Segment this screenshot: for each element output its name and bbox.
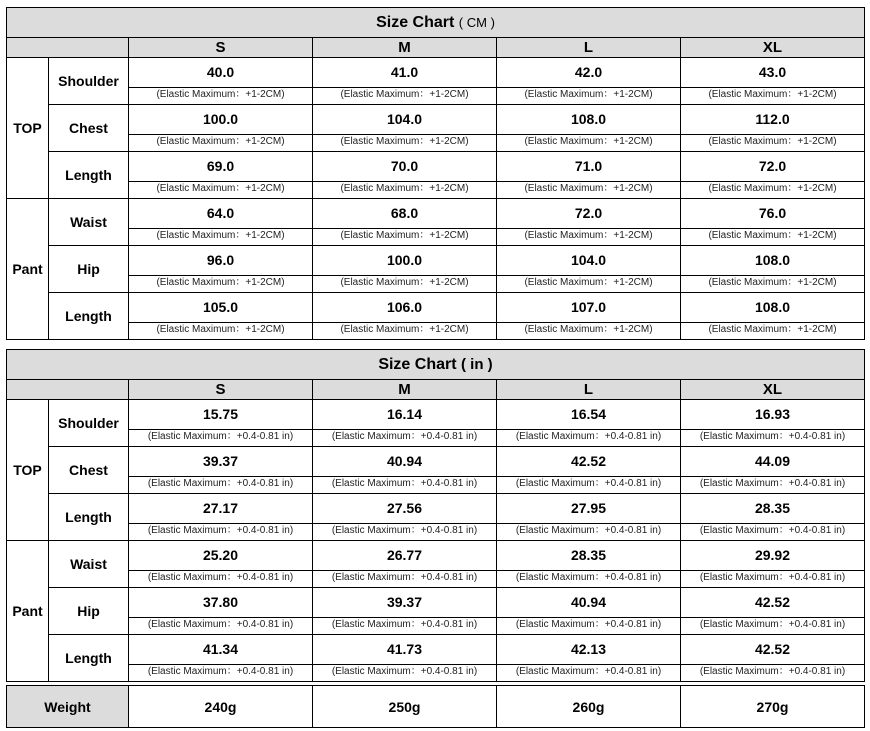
size-header: S [129,380,313,400]
chart-unit: ( CM ) [458,14,495,30]
group-label: Pant [7,541,49,682]
weight-value: 250g [313,686,497,728]
cell-value: 100.0 [386,251,423,268]
cell-value: 27.95 [570,499,607,516]
row-label: Hip [49,246,129,293]
measurement-row [7,152,865,199]
size-cell [129,494,313,541]
cell-note: (Elastic Maximum：+1-2CM) [313,322,496,336]
size-cell [313,58,497,105]
size-cell [497,293,681,340]
cell-value: 104.0 [570,251,607,268]
size-cell [313,293,497,340]
cell-note: (Elastic Maximum：+0.4-0.81 in) [681,476,864,490]
chart-title-row [7,8,865,38]
cell-value: 40.94 [570,593,607,610]
cell-value: 108.0 [754,298,791,315]
row-label: Length [49,152,129,199]
cell-value: 100.0 [202,110,239,127]
cell-value: 108.0 [754,251,791,268]
row-label: Chest [49,447,129,494]
size-cell [129,58,313,105]
cell-note: (Elastic Maximum：+1-2CM) [497,87,680,101]
cell-note: (Elastic Maximum：+0.4-0.81 in) [313,476,496,490]
size-cell [129,400,313,447]
cell-note: (Elastic Maximum：+1-2CM) [313,181,496,195]
size-cell [313,246,497,293]
cell-value: 71.0 [574,157,603,174]
cell-value: 16.14 [386,405,423,422]
cell-value: 112.0 [755,110,790,127]
weight-value: 260g [497,686,681,728]
header-corner [7,380,129,400]
weight-row [7,686,865,728]
cell-note: (Elastic Maximum：+0.4-0.81 in) [497,617,680,631]
cell-note: (Elastic Maximum：+0.4-0.81 in) [681,664,864,678]
cell-note: (Elastic Maximum：+1-2CM) [129,87,312,101]
cell-note: (Elastic Maximum：+0.4-0.81 in) [313,523,496,537]
cell-value: 29.92 [754,546,791,563]
cell-value: 107.0 [570,298,607,315]
cell-value: 72.0 [758,157,787,174]
cell-note: (Elastic Maximum：+0.4-0.81 in) [129,429,312,443]
measurement-row [7,246,865,293]
cell-value: 64.0 [206,204,235,221]
size-header: M [313,380,497,400]
cell-value: 42.52 [754,593,791,610]
row-label: Hip [49,588,129,635]
weight-label: Weight [7,686,129,728]
size-header: L [497,38,681,58]
size-cell [129,293,313,340]
size-cell [681,199,865,246]
size-header-row [7,380,865,400]
chart-title-row [7,350,865,380]
size-cell [497,541,681,588]
cell-value: 43.0 [758,63,787,80]
cell-note: (Elastic Maximum：+1-2CM) [497,228,680,242]
cell-value: 27.17 [202,499,239,516]
size-cell [129,246,313,293]
cell-note: (Elastic Maximum：+1-2CM) [129,228,312,242]
cell-note: (Elastic Maximum：+0.4-0.81 in) [497,429,680,443]
size-cell [681,58,865,105]
size-cell [129,588,313,635]
cell-note: (Elastic Maximum：+0.4-0.81 in) [313,429,496,443]
cell-value: 16.54 [570,405,607,422]
cell-value: 76.0 [758,204,787,221]
row-label: Waist [49,541,129,588]
size-cell [129,105,313,152]
measurement-row [7,588,865,635]
cell-value: 15.75 [202,405,239,422]
cell-value: 106.0 [386,298,423,315]
row-label: Waist [49,199,129,246]
size-header: L [497,380,681,400]
cell-note: (Elastic Maximum：+0.4-0.81 in) [497,664,680,678]
cell-note: (Elastic Maximum：+1-2CM) [497,181,680,195]
cell-note: (Elastic Maximum：+1-2CM) [313,228,496,242]
size-header-row [7,38,865,58]
cell-value: 42.0 [574,63,603,80]
cell-note: (Elastic Maximum：+0.4-0.81 in) [313,664,496,678]
cell-value: 44.09 [754,452,791,469]
cell-value: 26.77 [386,546,423,563]
size-cell [313,541,497,588]
measurement-row [7,494,865,541]
cell-value: 39.37 [386,593,423,610]
size-cell [681,105,865,152]
header-corner [7,38,129,58]
cell-value: 41.73 [386,640,423,657]
cell-note: (Elastic Maximum：+1-2CM) [681,87,864,101]
measurement-row [7,541,865,588]
cell-note: (Elastic Maximum：+0.4-0.81 in) [313,570,496,584]
group-label: TOP [7,400,49,541]
size-cell [681,152,865,199]
cell-value: 104.0 [386,110,423,127]
cell-note: (Elastic Maximum：+1-2CM) [497,322,680,336]
measurement-row [7,105,865,152]
weight-value: 270g [681,686,865,728]
cell-value: 69.0 [206,157,235,174]
cell-note: (Elastic Maximum：+1-2CM) [681,228,864,242]
size-cell [313,105,497,152]
cell-value: 105.0 [202,298,239,315]
cell-value: 25.20 [202,546,239,563]
cell-note: (Elastic Maximum：+0.4-0.81 in) [129,617,312,631]
size-cell [129,447,313,494]
cell-note: (Elastic Maximum：+1-2CM) [129,275,312,289]
row-label: Length [49,635,129,682]
size-cell [313,447,497,494]
cell-value: 42.52 [754,640,791,657]
cell-value: 37.80 [202,593,239,610]
cell-note: (Elastic Maximum：+0.4-0.81 in) [681,617,864,631]
cell-value: 27.56 [386,499,423,516]
size-cell [497,246,681,293]
cell-note: (Elastic Maximum：+0.4-0.81 in) [681,523,864,537]
weight-table [6,685,865,728]
size-chart-in [6,349,865,682]
row-label: Length [49,494,129,541]
chart-title-text: Size Chart [376,13,455,31]
group-label: Pant [7,199,49,340]
cell-value: 70.0 [390,157,419,174]
cell-note: (Elastic Maximum：+1-2CM) [681,275,864,289]
measurement-row [7,293,865,340]
cell-note: (Elastic Maximum：+1-2CM) [129,181,312,195]
cell-value: 108.0 [570,110,607,127]
measurement-row [7,400,865,447]
cell-note: (Elastic Maximum：+1-2CM) [681,181,864,195]
cell-note: (Elastic Maximum：+0.4-0.81 in) [129,476,312,490]
size-cell [497,58,681,105]
size-cell [681,588,865,635]
measurement-row [7,199,865,246]
size-cell [313,635,497,682]
cell-note: (Elastic Maximum：+1-2CM) [313,87,496,101]
size-cell [681,246,865,293]
cell-value: 39.37 [202,452,239,469]
cell-value: 41.34 [202,640,239,657]
chart-title-text: Size Chart [378,355,457,373]
size-cell [681,494,865,541]
size-cell [129,152,313,199]
size-cell [129,635,313,682]
cell-note: (Elastic Maximum：+1-2CM) [129,134,312,148]
size-cell [681,541,865,588]
cell-note: (Elastic Maximum：+1-2CM) [681,134,864,148]
cell-note: (Elastic Maximum：+0.4-0.81 in) [681,429,864,443]
cell-value: 40.0 [206,63,235,80]
cell-note: (Elastic Maximum：+1-2CM) [313,275,496,289]
size-header: XL [681,38,865,58]
cell-value: 96.0 [206,251,235,268]
size-cell [681,293,865,340]
size-header: M [313,38,497,58]
size-cell [497,400,681,447]
cell-value: 41.0 [390,63,419,80]
measurement-row [7,447,865,494]
cell-value: 42.52 [570,452,607,469]
chart-unit: ( in ) [461,355,493,373]
size-chart-cm [6,7,865,340]
weight-value: 240g [129,686,313,728]
row-label: Chest [49,105,129,152]
cell-note: (Elastic Maximum：+1-2CM) [497,134,680,148]
cell-value: 40.94 [386,452,423,469]
cell-value: 16.93 [754,405,791,422]
cell-value: 28.35 [570,546,607,563]
size-cell [313,152,497,199]
size-cell [313,199,497,246]
measurement-row [7,58,865,105]
cell-note: (Elastic Maximum：+0.4-0.81 in) [497,476,680,490]
cell-value: 72.0 [574,204,603,221]
size-cell [681,635,865,682]
cell-note: (Elastic Maximum：+1-2CM) [681,322,864,336]
cell-value: 42.13 [570,640,607,657]
size-cell [497,105,681,152]
cell-note: (Elastic Maximum：+0.4-0.81 in) [681,570,864,584]
size-cell [313,588,497,635]
group-label: TOP [7,58,49,199]
measurement-row [7,635,865,682]
size-cell [313,494,497,541]
size-cell [129,541,313,588]
row-label: Length [49,293,129,340]
size-cell [497,199,681,246]
cell-note: (Elastic Maximum：+0.4-0.81 in) [497,570,680,584]
chart-title [7,350,865,380]
size-header: S [129,38,313,58]
size-cell [497,635,681,682]
cell-note: (Elastic Maximum：+0.4-0.81 in) [129,523,312,537]
cell-note: (Elastic Maximum：+1-2CM) [497,275,680,289]
size-cell [497,152,681,199]
row-label: Shoulder [49,400,129,447]
cell-note: (Elastic Maximum：+0.4-0.81 in) [313,617,496,631]
size-cell [681,400,865,447]
cell-note: (Elastic Maximum：+0.4-0.81 in) [129,570,312,584]
cell-value: 68.0 [390,204,419,221]
size-cell [129,199,313,246]
cell-value: 28.35 [754,499,791,516]
size-cell [497,494,681,541]
size-header: XL [681,380,865,400]
cell-note: (Elastic Maximum：+0.4-0.81 in) [129,664,312,678]
cell-note: (Elastic Maximum：+1-2CM) [129,322,312,336]
cell-note: (Elastic Maximum：+1-2CM) [313,134,496,148]
size-cell [497,588,681,635]
size-cell [681,447,865,494]
cell-note: (Elastic Maximum：+0.4-0.81 in) [497,523,680,537]
row-label: Shoulder [49,58,129,105]
size-cell [313,400,497,447]
size-cell [497,447,681,494]
chart-title [7,8,865,38]
